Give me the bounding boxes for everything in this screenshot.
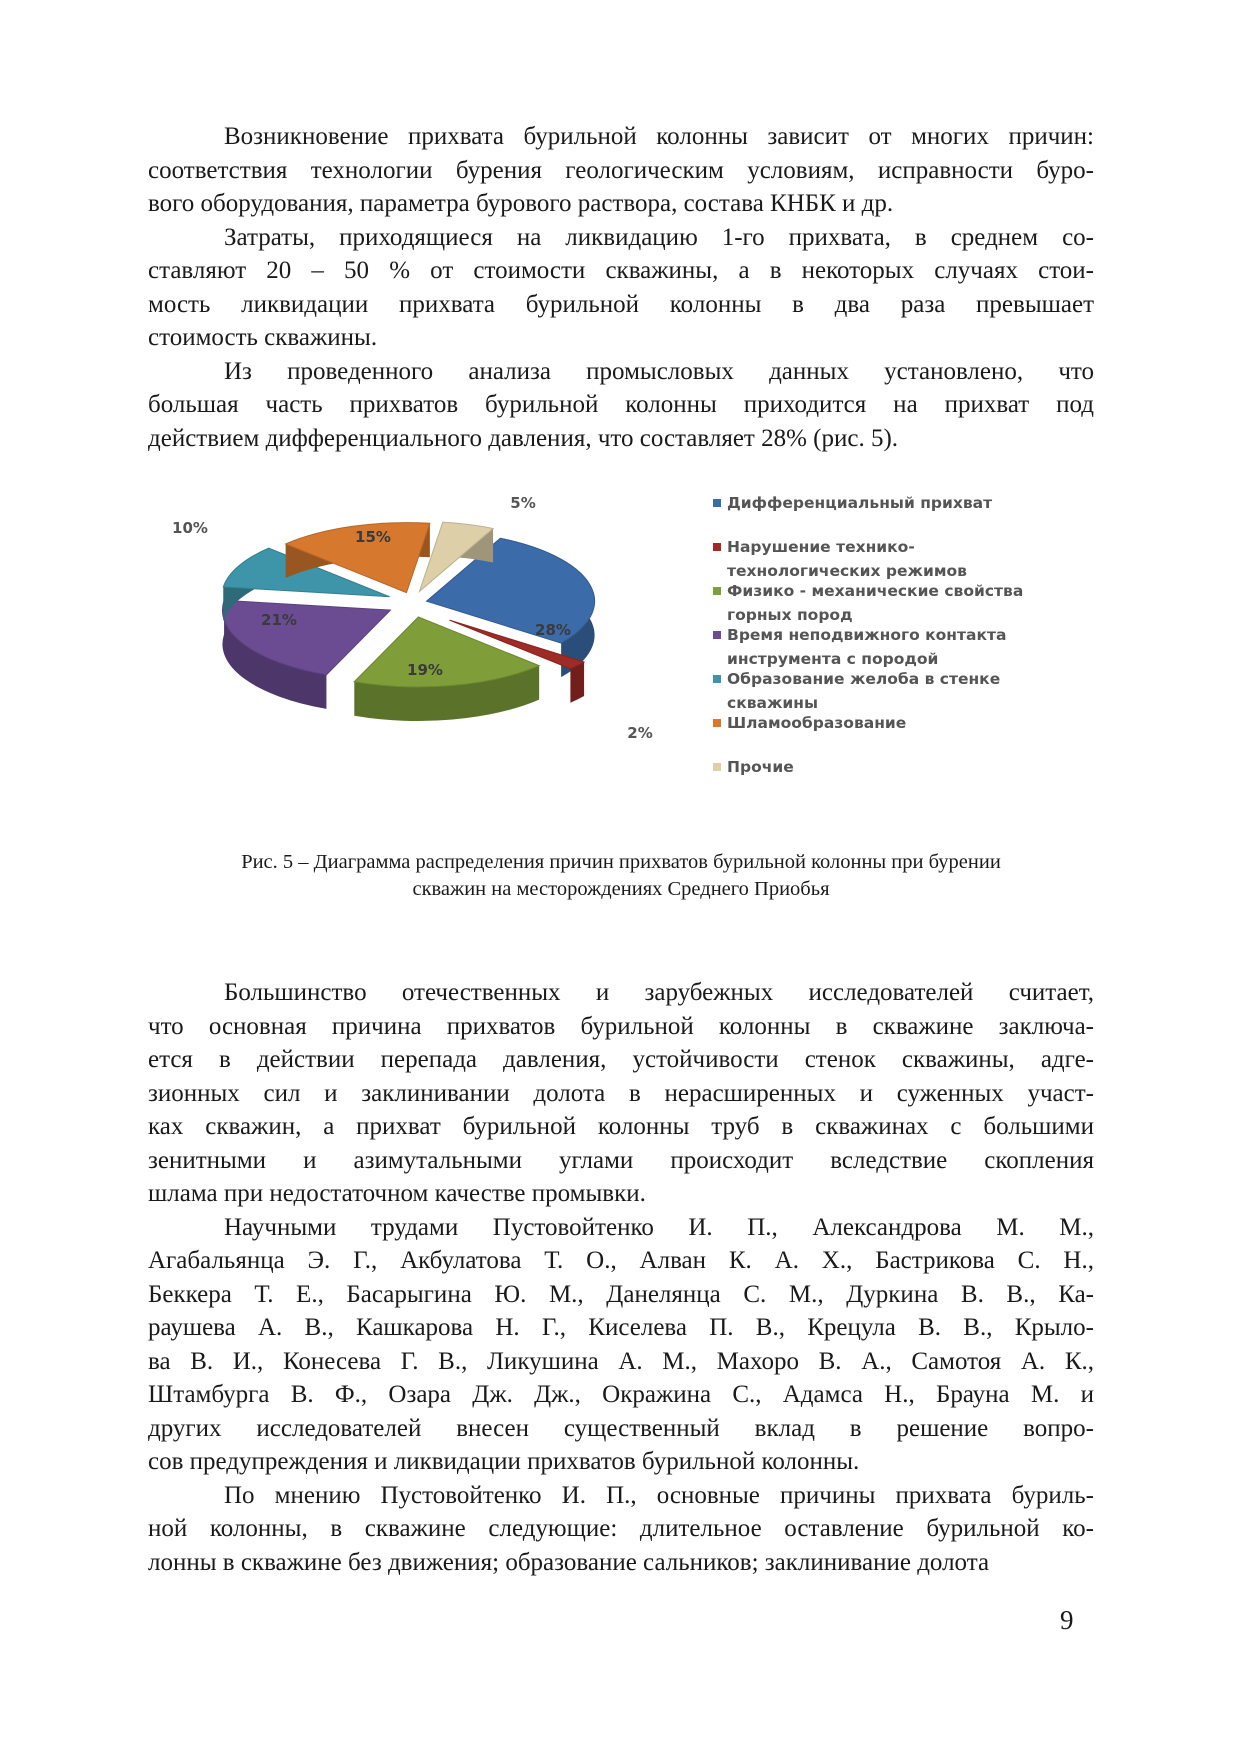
text-line: действием дифференциального давления, что составляет 28% (рис. 5). bbox=[148, 424, 899, 452]
paragraph bbox=[148, 221, 1094, 355]
paragraph bbox=[148, 976, 1094, 1211]
text-line: большая часть прихватов бурильной колонны приходится на прихват под bbox=[148, 391, 1094, 418]
slice-label: 28% bbox=[535, 621, 571, 639]
legend-swatch bbox=[713, 499, 721, 507]
legend-swatch bbox=[713, 631, 721, 639]
text-line: Из проведенного анализа промысловых данных установлено, что bbox=[224, 357, 1094, 385]
text-line: стоимость скважины. bbox=[148, 324, 378, 351]
text-line: ется в действии перепада давления, устойчивости стенок скважины, адге- bbox=[148, 1046, 1094, 1073]
legend-swatch bbox=[713, 543, 721, 551]
legend-swatch bbox=[713, 587, 721, 595]
slice-label: 15% bbox=[355, 528, 391, 546]
text-line: соответствия технологии бурения геологическим условиям, исправности буро- bbox=[148, 156, 1094, 184]
legend-swatch bbox=[713, 719, 721, 727]
legend-label bbox=[727, 494, 992, 512]
text-block-top bbox=[148, 120, 1094, 455]
legend-entry bbox=[713, 623, 1093, 671]
legend-label bbox=[713, 670, 1093, 715]
slice-label: 5% bbox=[510, 494, 536, 512]
legend-label-line1: Нарушение технико- bbox=[727, 538, 915, 556]
text-line: Штамбурга В. Ф., Озара Дж. Дж., Окражина С., Адамса Н., Брауна М. и bbox=[148, 1381, 1094, 1408]
paragraph bbox=[148, 120, 1094, 221]
text-line: других исследователей внесен существенный вклад в решение вопро- bbox=[148, 1414, 1094, 1442]
legend-label-line1: Дифференциальный прихват bbox=[727, 494, 993, 512]
text-line: мость ликвидации прихвата бурильной колонны в два раза превышает bbox=[148, 290, 1094, 318]
pie-chart bbox=[148, 475, 1094, 815]
legend-label bbox=[713, 582, 1093, 627]
legend-label bbox=[727, 714, 906, 732]
legend-label-line2: технологических режимов bbox=[727, 562, 967, 580]
paragraph bbox=[148, 355, 1094, 456]
text-line: лонны в скважине без движения; образование сальников; заклинивание долота bbox=[148, 1548, 990, 1576]
text-line: сов предупреждения и ликвидации прихватов бурильной колонны. bbox=[148, 1448, 860, 1475]
legend-label bbox=[727, 758, 794, 776]
text-line: Затраты, приходящиеся на ликвидацию 1-го прихвата, в среднем со- bbox=[224, 223, 1094, 251]
paragraph bbox=[148, 1479, 1094, 1580]
legend-label-line2: скважины bbox=[727, 694, 818, 712]
text-line: зионных сил и заклинивании долота в нерасширенных и суженных участ- bbox=[148, 1079, 1094, 1107]
legend-swatch bbox=[713, 675, 721, 683]
caption-line-1: Рис. 5 – Диаграмма распределения причин прихватов бурильной колонны при бурении bbox=[241, 851, 1001, 873]
legend-label bbox=[713, 538, 1093, 583]
text-line: раушева А. В., Кашкарова Н. Г., Киселева П. В., Крецула В. В., Крыло- bbox=[148, 1314, 1094, 1341]
legend-entry bbox=[713, 535, 1093, 583]
legend-label-line2: горных пород bbox=[727, 606, 853, 624]
legend-entry bbox=[713, 491, 1093, 515]
legend-swatch bbox=[713, 763, 721, 771]
text-line: ва В. И., Конесева Г. В., Ликушина А. М., Махоро В. А., Самотоя А. К., bbox=[148, 1347, 1094, 1375]
text-line: ной колонны, в скважине следующие: длительное оставление бурильной ко- bbox=[148, 1515, 1094, 1542]
legend-label bbox=[713, 626, 1093, 671]
text-line: Агабальянца Э. Г., Акбулатова Т. О., Алван К. А. Х., Бастрикова С. Н., bbox=[148, 1247, 1094, 1274]
legend-entry bbox=[713, 755, 1093, 779]
legend-entry bbox=[713, 667, 1093, 715]
legend-label-line1: Шламообразование bbox=[727, 714, 907, 732]
slice-label: 21% bbox=[261, 611, 297, 629]
caption-line-2: скважин на месторождениях Среднего Приобья bbox=[412, 878, 830, 900]
paragraph bbox=[148, 1211, 1094, 1479]
pie-chart-svg bbox=[148, 475, 708, 815]
text-line: вого оборудования, параметра бурового раствора, состава КНБК и др. bbox=[148, 190, 894, 217]
legend-label-line2: инструмента с породой bbox=[727, 650, 939, 668]
legend-label-line1: Образование желоба в стенке bbox=[727, 670, 1001, 688]
slice-label: 2% bbox=[627, 724, 653, 742]
slice-label: 10% bbox=[172, 519, 208, 537]
text-line: шлама при недостаточном качестве промывки. bbox=[148, 1180, 646, 1207]
page-number: 9 bbox=[1060, 1605, 1074, 1635]
text-line: Большинство отечественных и зарубежных исследователей считает, bbox=[224, 979, 1094, 1006]
text-line: По мнению Пустовойтенко И. П., основные причины прихвата буриль- bbox=[224, 1481, 1094, 1509]
legend-entry bbox=[713, 579, 1093, 627]
text-line: Возникновение прихвата бурильной колонны зависит от многих причин: bbox=[224, 123, 1094, 150]
figure-caption bbox=[148, 849, 1094, 903]
text-line: Беккера Т. Е., Басарыгина Ю. М., Данелянца С. М., Дуркина В. В., Ка- bbox=[148, 1280, 1094, 1308]
text-block-bottom bbox=[148, 976, 1094, 1579]
text-line: что основная причина прихватов бурильной колонны в скважине заключа- bbox=[148, 1012, 1094, 1040]
text-line: ставляют 20 – 50 % от стоимости скважины, а в некоторых случаях стои- bbox=[148, 257, 1094, 284]
legend-label-line1: Физико - механические свойства bbox=[727, 582, 1024, 600]
slice-label: 19% bbox=[407, 661, 443, 679]
legend-label-line1: Прочие bbox=[727, 758, 794, 776]
text-line: зенитными и азимутальными углами происходит вследствие скопления bbox=[148, 1146, 1094, 1174]
text-line: Научными трудами Пустовойтенко И. П., Александрова М. М., bbox=[224, 1213, 1094, 1241]
legend-label-line1: Время неподвижного контакта bbox=[727, 626, 1007, 644]
legend-entry bbox=[713, 711, 1093, 735]
text-line: ках скважин, а прихват бурильной колонны труб в скважинах с большими bbox=[148, 1113, 1094, 1140]
